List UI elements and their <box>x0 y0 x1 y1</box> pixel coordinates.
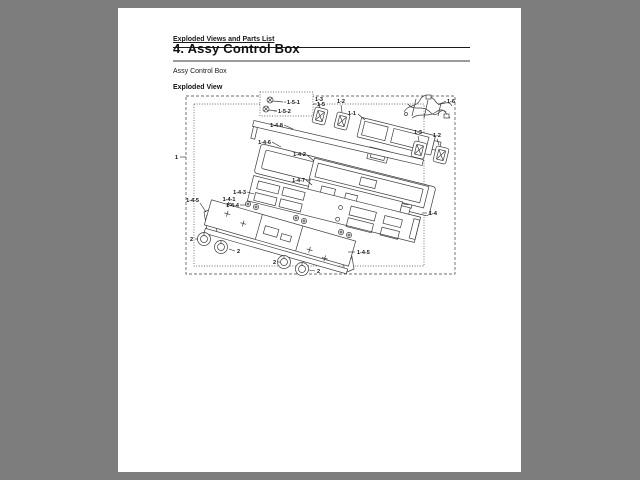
subtitle: Assy Control Box <box>173 68 227 75</box>
callout-screw-1: 1-5-1 <box>287 100 300 106</box>
callout-screw-set: 1-4-4 <box>226 203 239 209</box>
callout-screw-2: 1-5-2 <box>278 109 291 115</box>
callout-end-cap-left: 1-4-5 <box>186 198 199 204</box>
callout-knob-4: 2 <box>317 269 321 275</box>
callout-switch-top-right: 1-2 <box>337 99 345 105</box>
callout-bracket-pcb: 1-1 <box>348 111 356 117</box>
part-knob-4 <box>296 263 309 276</box>
callout-top-bar: 1-4-8 <box>270 123 283 129</box>
breadcrumb: Exploded Views and Parts List <box>173 36 275 43</box>
callout-sub-panel: 1-4-7 <box>292 178 305 184</box>
callout-end-cap-right: 1-4-5 <box>357 250 370 256</box>
callout-switch-top-left: 1-3 <box>315 97 323 103</box>
callout-pcb: 1-4-3 <box>233 190 246 196</box>
callout-knob-2: 2 <box>237 249 241 255</box>
wire-harness <box>404 95 452 118</box>
callout-switch-right-right: 1-2 <box>433 133 441 139</box>
callout-switch-right-left: 1-3 <box>414 130 422 136</box>
page-title: 4. Assy Control Box <box>173 41 470 62</box>
callout-knob-3: 2 <box>272 260 276 266</box>
part-switch-top-left <box>312 107 328 126</box>
callout-knob-1: 2 <box>189 237 193 243</box>
callout-frame: 1-4-6 <box>258 140 271 146</box>
callout-end-bracket: 1-4-1 <box>222 197 236 203</box>
section-heading: Exploded View <box>173 84 223 91</box>
callout-window-panel: 1-4-2 <box>293 152 306 158</box>
callout-screw-group: 1-5 <box>317 102 325 108</box>
callout-panel-group: 1-4 <box>429 211 437 217</box>
part-knob-2 <box>215 241 228 254</box>
callout-assy: 1 <box>174 155 178 161</box>
part-knob-1 <box>198 233 211 246</box>
callout-wire-harness: 1-6 <box>447 99 455 105</box>
